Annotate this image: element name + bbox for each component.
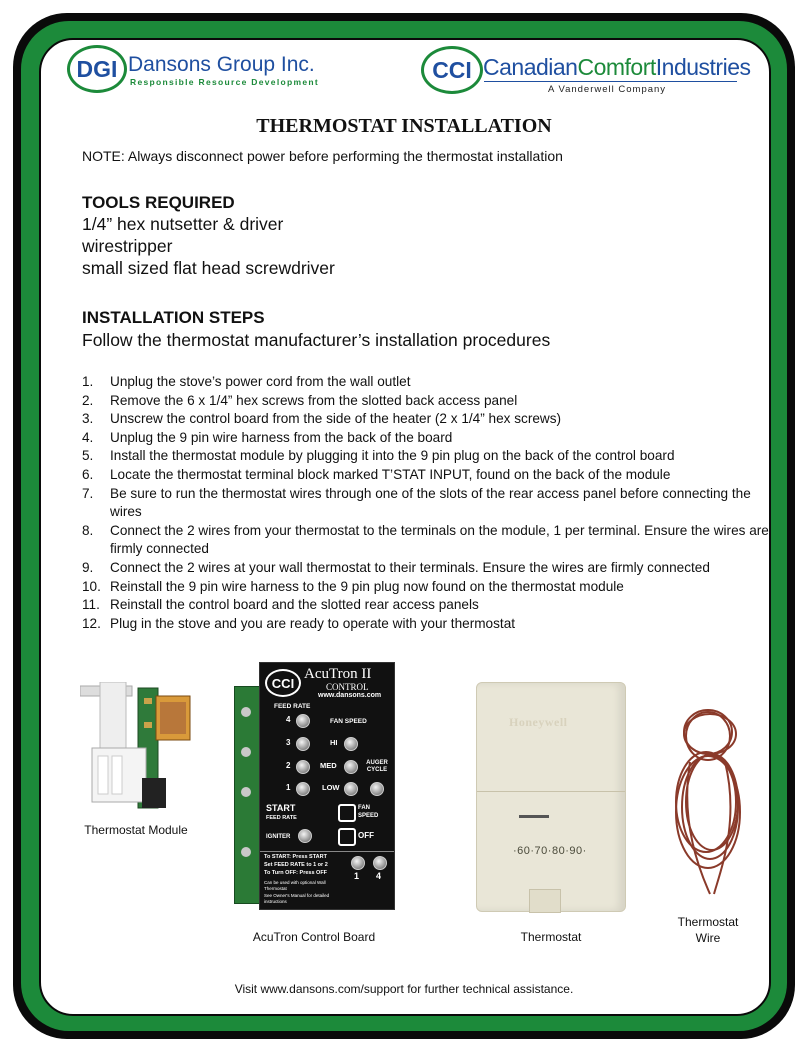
start-sub-label: FEED RATE	[266, 815, 297, 821]
board-note: Can be used with optional Wall Thermostat	[264, 880, 326, 891]
step-text: Connect the 2 wires from your thermostat to the terminals on the module, 1 per terminal. Ensure the wires are firmly connected	[110, 522, 769, 557]
led-indicator	[296, 782, 310, 796]
auger-cycle-label: AUGER CYCLE	[366, 760, 388, 773]
caption-thermostat-wire	[660, 914, 756, 946]
cci-tagline: A Vanderwell Company	[548, 84, 667, 95]
igniter-label: IGNITER	[266, 834, 291, 840]
thermostat-module-image	[80, 682, 192, 814]
list-item	[82, 373, 772, 392]
board-num-4: 4	[376, 871, 382, 881]
step-text: Unplug the 9 pin wire harness from the back of the board	[110, 429, 453, 445]
led-indicator	[344, 737, 358, 751]
fan-speed-label: FAN SPEED	[330, 718, 367, 725]
step-text: Reinstall the control board and the slotted rear access panels	[110, 597, 479, 613]
board-note: See Owner's Manual for detailed instructions	[264, 893, 330, 904]
step-text: Be sure to run the thermostat wires through one of the slots of the rear access panel before connecting the wires	[110, 485, 751, 520]
list-item	[82, 522, 772, 559]
pcb-component	[241, 747, 251, 757]
step-number: 11.	[82, 597, 100, 613]
step-number: 10.	[82, 578, 101, 594]
cci-name-part: Comfort	[577, 54, 656, 80]
thermostat-slot	[519, 815, 549, 818]
fan-speed-button[interactable]	[338, 804, 356, 822]
caption-control-board: AcuTron Control Board	[252, 930, 376, 944]
board-instruction: To Turn OFF: Press OFF	[264, 870, 328, 876]
board-control-label: CONTROL	[326, 682, 369, 692]
board-instruction: Set FEED RATE to 1 or 2	[264, 862, 328, 868]
board-url: www.dansons.com	[318, 692, 382, 699]
board-brand: AcuTron II	[304, 666, 372, 682]
tool-item: wirestripper	[82, 236, 173, 256]
board-divider	[260, 851, 394, 852]
step-number: 1.	[82, 374, 94, 389]
thermostat-seam	[477, 791, 625, 792]
feed-rate-4: 4	[286, 715, 291, 724]
off-button[interactable]	[338, 828, 356, 846]
dgi-logo-mark: DGI	[67, 45, 127, 93]
caption-thermostat-module: Thermostat Module	[84, 823, 188, 837]
cci-name-part: Industries	[655, 54, 751, 80]
fan-hi-label: HI	[330, 738, 338, 747]
thermostat-brand: Honeywell	[509, 715, 568, 729]
led-indicator	[298, 829, 312, 843]
step-number: 6.	[82, 466, 94, 482]
step-text: Plug in the stove and you are ready to operate with your thermostat	[110, 615, 516, 631]
step-text: Install the thermostat module by plugging it into the 9 pin plug on the back of the control board	[110, 448, 675, 464]
temperature-scale: ·60·70·80·90·	[513, 845, 587, 857]
safety-note: NOTE: Always disconnect power before performing the thermostat installation	[82, 148, 563, 164]
step-text: Reinstall the 9 pin wire harness to the 9 pin plug now found on the thermostat module	[110, 578, 624, 594]
list-item	[82, 485, 772, 522]
led-indicator	[296, 714, 310, 728]
feed-rate-label: FEED RATE	[274, 703, 311, 710]
led-indicator	[370, 782, 384, 796]
dgi-tagline: Responsible Resource Development	[130, 77, 319, 87]
cci-logo-mark: CCI	[421, 46, 483, 94]
start-label: START	[266, 803, 296, 813]
caption-thermostat: Thermostat	[520, 930, 582, 944]
fan-med-label: MED	[320, 761, 337, 770]
step-text: Remove the 6 x 1/4” hex screws from the slotted back access panel	[110, 392, 518, 408]
board-cci-logo: CCI	[265, 669, 301, 697]
led-indicator	[344, 760, 358, 774]
list-item	[82, 392, 772, 411]
cci-company-name	[483, 54, 750, 81]
install-steps-list	[82, 373, 772, 633]
pcb-component	[241, 787, 251, 797]
step-number: 5.	[82, 448, 94, 464]
tool-item: small sized flat head screwdriver	[82, 258, 335, 278]
fan-low-label: LOW	[322, 783, 340, 792]
fan-button-label: FAN SPEED	[358, 805, 379, 819]
thermostat-tab	[529, 889, 561, 913]
list-item	[82, 447, 772, 466]
list-item	[82, 578, 772, 597]
cci-underline	[484, 81, 737, 82]
off-label: OFF	[358, 831, 374, 840]
led-indicator	[373, 856, 387, 870]
step-number: 3.	[82, 411, 94, 427]
install-heading: INSTALLATION STEPS	[82, 308, 265, 327]
step-number: 7.	[82, 485, 94, 501]
list-item	[82, 559, 772, 578]
cci-name-part: Canadian	[483, 54, 578, 80]
step-text: Unscrew the control board from the side of the heater (2 x 1/4” hex screws)	[110, 411, 562, 427]
step-number: 4.	[82, 429, 94, 445]
pcb-component	[241, 707, 251, 717]
thermostat-wire-image	[670, 702, 748, 898]
step-text: Connect the 2 wires at your wall thermostat to their terminals. Ensure the wires are firmly connected	[110, 559, 710, 575]
step-number: 8.	[82, 522, 94, 538]
step-text: Locate the thermostat terminal block marked T’STAT INPUT, found on the back of the module	[110, 466, 671, 482]
acutron-control-board	[259, 662, 395, 910]
tool-item: 1/4” hex nutsetter & driver	[82, 214, 284, 234]
page-title: THERMOSTAT INSTALLATION	[256, 115, 552, 137]
step-number: 9.	[82, 559, 94, 575]
feed-rate-3: 3	[286, 738, 291, 747]
list-item	[82, 466, 772, 485]
thermostat-image	[476, 682, 626, 912]
list-item	[82, 596, 772, 615]
led-indicator	[351, 856, 365, 870]
list-item	[82, 410, 772, 429]
step-text: Unplug the stove’s power cord from the wall outlet	[110, 374, 411, 389]
led-indicator	[296, 760, 310, 774]
caption-line: Thermostat	[677, 915, 739, 929]
tools-heading: TOOLS REQUIRED	[82, 193, 235, 212]
wire-coil-illustration	[670, 702, 748, 898]
install-subheading: Follow the thermostat manufacturer’s installation procedures	[82, 330, 551, 350]
led-indicator	[344, 782, 358, 796]
led-indicator	[296, 737, 310, 751]
list-item	[82, 615, 772, 634]
feed-rate-2: 2	[286, 761, 291, 770]
thermostat-module-illustration	[80, 682, 192, 814]
step-number: 12.	[82, 615, 101, 631]
footer-support-text: Visit www.dansons.com/support for further technical assistance.	[234, 982, 574, 996]
board-num-1: 1	[354, 871, 360, 881]
board-instruction: To START: Press START	[264, 854, 327, 860]
tools-list	[82, 213, 335, 279]
caption-line: Wire	[695, 931, 721, 945]
pcb-component	[241, 847, 251, 857]
step-number: 2.	[82, 392, 94, 408]
dgi-company-name: Dansons Group Inc.	[128, 53, 315, 76]
list-item	[82, 429, 772, 448]
feed-rate-1: 1	[286, 783, 291, 792]
